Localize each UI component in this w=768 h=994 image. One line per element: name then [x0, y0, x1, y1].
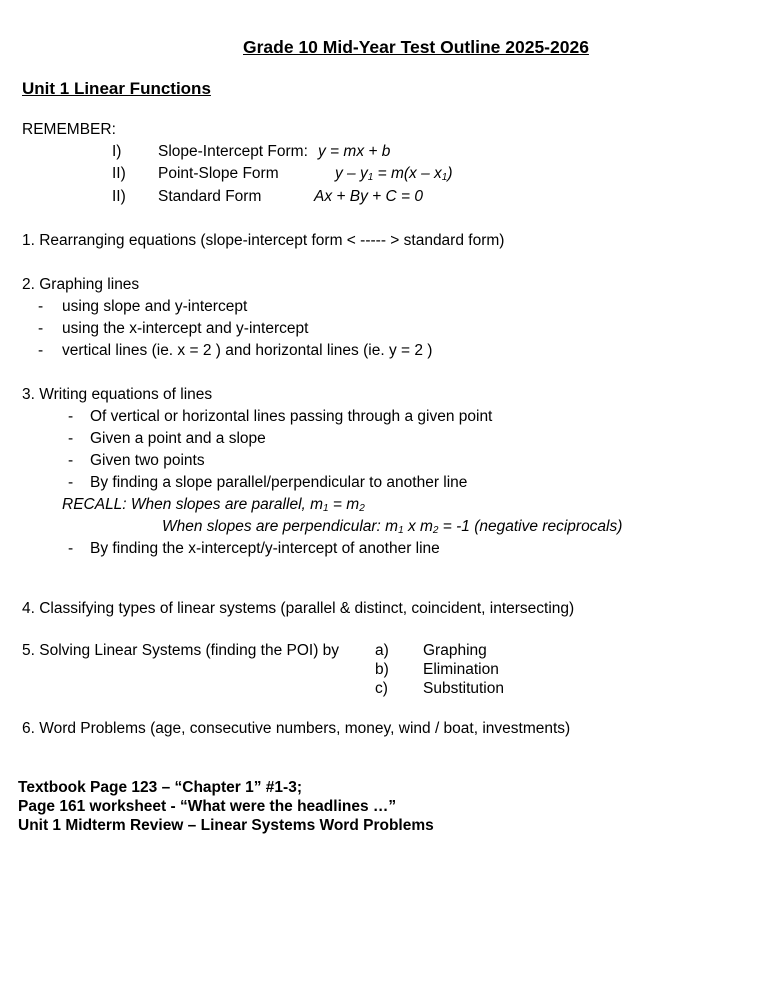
option-text: Substitution [423, 680, 504, 697]
form-name: Point-Slope Form [158, 165, 279, 182]
assignment: Textbook Page 123 – “Chapter 1” #1-3; [18, 779, 302, 796]
form-number: I) [112, 143, 122, 160]
option-letter: b) [375, 661, 389, 678]
recall-parallel: RECALL: When slopes are parallel, $m_1 = m_2$ [62, 496, 365, 514]
form-number: II) [112, 188, 126, 205]
list-item: Given a point and a slope [90, 430, 266, 447]
list-item: using slope and y-intercept [62, 298, 248, 315]
topic-6: 6. Word Problems (age, consecutive numbers, money, wind / boat, investments) [22, 720, 571, 737]
form-formula: y = mx + b [318, 143, 391, 160]
topic-3: 3. Writing equations of lines [22, 386, 213, 403]
topic-5: 5. Solving Linear Systems (finding the POI) by [22, 642, 340, 659]
bullet-dash: - [38, 342, 44, 359]
option-letter: a) [375, 642, 389, 659]
topic-2: 2. Graphing lines [22, 276, 140, 293]
bullet-dash: - [68, 408, 74, 425]
topic-1: 1. Rearranging equations (slope-intercept form < ----- > standard form) [22, 232, 505, 249]
list-item: vertical lines (ie. x = 2 ) and horizontal lines (ie. y = 2 ) [62, 342, 433, 359]
list-item: By finding a slope parallel/perpendicular to another line [90, 474, 468, 491]
topic-4: 4. Classifying types of linear systems (parallel & distinct, coincident, intersecting) [22, 600, 575, 617]
option-text: Elimination [423, 661, 499, 678]
bullet-dash: - [38, 298, 44, 315]
recall-perpendicular: When slopes are perpendicular: $m_1$ x $m_2 = -1$ (negative reciprocals) [162, 518, 623, 536]
remember-label: REMEMBER: [22, 121, 116, 138]
page-title: Grade 10 Mid-Year Test Outline 2025-2026 [243, 37, 589, 57]
option-letter: c) [375, 680, 388, 697]
form-formula: Ax + By + C = 0 [314, 188, 423, 205]
list-item: using the x-intercept and y-intercept [62, 320, 309, 337]
bullet-dash: - [68, 540, 74, 557]
list-item: Of vertical or horizontal lines passing through a given point [90, 408, 493, 425]
bullet-dash: - [68, 430, 74, 447]
unit-heading: Unit 1 Linear Functions [22, 79, 211, 98]
bullet-dash: - [68, 474, 74, 491]
list-item: Given two points [90, 452, 205, 469]
assignment: Page 161 worksheet - “What were the headlines …” [18, 798, 397, 815]
option-text: Graphing [423, 642, 487, 659]
list-item: By finding the x-intercept/y-intercept of another line [90, 540, 440, 557]
form-number: II) [112, 165, 126, 182]
form-name: Slope-Intercept Form: [158, 143, 308, 160]
bullet-dash: - [38, 320, 44, 337]
bullet-dash: - [68, 452, 74, 469]
form-formula: $y - y_1 = m(x - x_1)$ [335, 165, 453, 183]
assignment: Unit 1 Midterm Review – Linear Systems Word Problems [18, 817, 434, 834]
form-name: Standard Form [158, 188, 262, 205]
